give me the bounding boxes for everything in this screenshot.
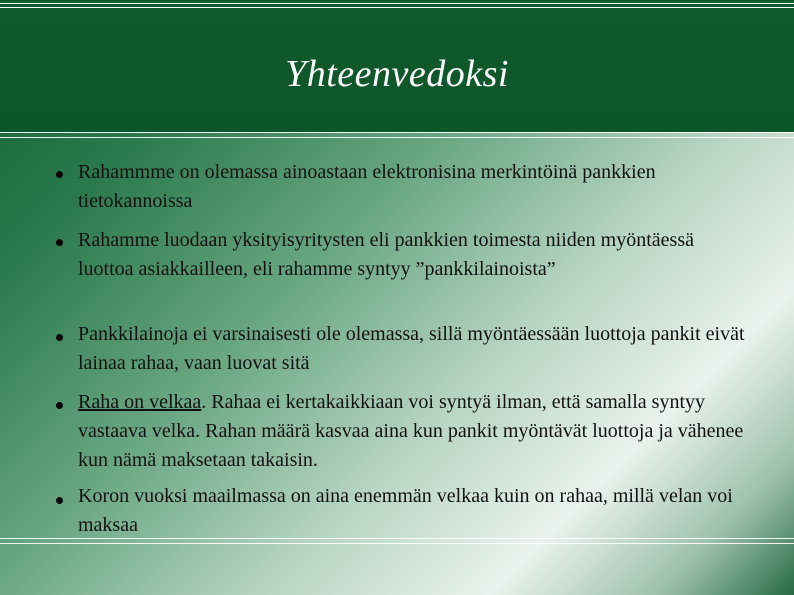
title-rule-2 — [0, 137, 794, 138]
bottom-rule-2 — [0, 543, 794, 544]
bullet-text — [78, 388, 748, 475]
slide-title: Yhteenvedoksi — [285, 53, 509, 95]
bullet-dot-icon — [56, 334, 63, 341]
bullet-dot-icon — [56, 171, 63, 178]
bullet-dot-icon — [56, 497, 63, 504]
bottom-rule-1 — [0, 538, 794, 539]
bullet-text: Rahammme on olemassa ainoastaan elektronisina merkintöinä pankkien tietokannoissa — [78, 161, 656, 212]
bullet-text: Pankkilainoja ei varsinaisesti ole olemassa, sillä myöntäessään luottoja pankit eivät lainaa rahaa, vaan luovat sitä — [78, 323, 745, 374]
bullet-dot-icon — [56, 402, 63, 409]
bullet-text: Koron vuoksi maailmassa on aina enemmän velkaa kuin on rahaa, millä velan voi maksaa — [78, 485, 733, 536]
top-rule-2 — [0, 7, 794, 8]
top-rule-1 — [0, 3, 794, 4]
title-rule-1 — [0, 132, 794, 133]
bullet-text: Rahamme luodaan yksityisyritysten eli pankkien toimesta niiden myöntäessä luottoa asiakkailleen, eli rahamme syntyy ”pankkilainoista” — [78, 229, 694, 280]
bullet-emphasis: Raha on velkaa — [78, 391, 202, 413]
bullet-dot-icon — [56, 239, 63, 246]
bullet-text-rest: . Rahaa ei kertakaikkiaan voi syntyä ilman, että samalla syntyy vastaava velka. Rahan määrä kasvaa aina kun pankit myöntävät luottoja ja vähenee kun nämä maksetaan takaisin. — [78, 391, 744, 471]
